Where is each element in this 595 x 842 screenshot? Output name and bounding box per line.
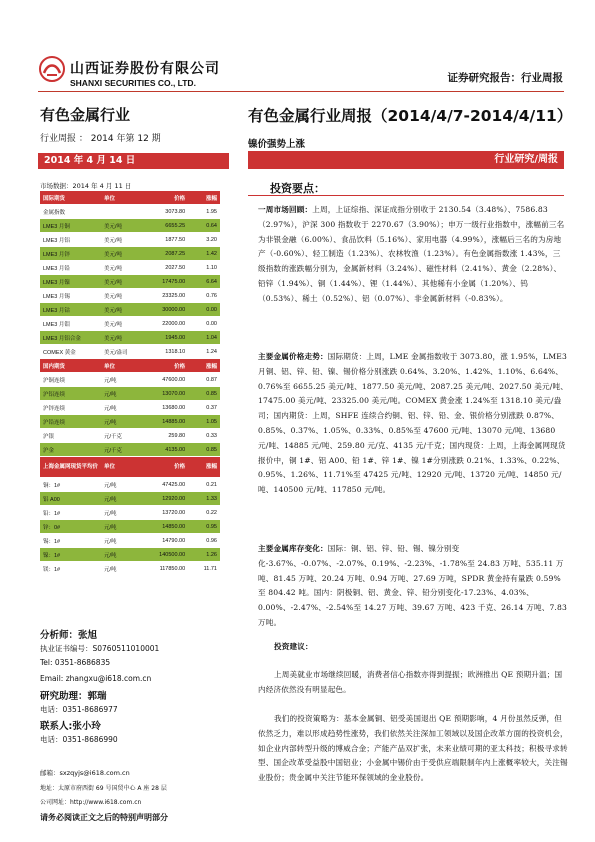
category-bar: 行业研究/周报 <box>248 151 564 169</box>
table-row <box>40 534 220 548</box>
table-header-row <box>40 359 220 373</box>
inventory-paragraph <box>258 542 568 631</box>
table-header-cell: 价格 <box>142 191 188 205</box>
table-cell: 美元/吨 <box>101 247 142 261</box>
table-cell: 0.87 <box>188 373 220 387</box>
table-row <box>40 506 220 520</box>
table-header-cell: 上海金属网现货平均价 <box>40 457 101 478</box>
table-cell: 117850.00 <box>142 562 188 576</box>
table-cell: 0.76 <box>188 289 220 303</box>
table-cell: 美元/吨 <box>101 275 142 289</box>
table-cell: 2027.50 <box>142 261 188 275</box>
table-row <box>40 345 220 359</box>
table-cell: 0.85 <box>188 443 220 457</box>
table-row <box>40 247 220 261</box>
table-cell: 美元/吨 <box>101 331 142 345</box>
contact-title: 联系人: <box>40 721 73 732</box>
contact-email: 邮箱：sxzqyjs@i618.com.cn <box>40 769 130 777</box>
table-cell: 6.64 <box>188 275 220 289</box>
table-cell: 1.33 <box>188 492 220 506</box>
table-header-cell: 单位 <box>101 457 142 478</box>
report-title: 有色金属行业周报（2014/4/7-2014/4/11） <box>248 107 573 125</box>
table-cell: LME3 月钼 <box>40 317 101 331</box>
table-cell: 17475.00 <box>142 275 188 289</box>
table-cell: LME3 月锌 <box>40 247 101 261</box>
logo-icon <box>38 55 66 83</box>
table-cell: 金属指数 <box>40 205 101 219</box>
analyst-tel: Tel: 0351-8686835 <box>40 658 111 667</box>
table-cell: LME3 月铜 <box>40 219 101 233</box>
market-review-label: 一周市场回顾： <box>258 205 313 214</box>
table-header-cell: 价格 <box>142 359 188 373</box>
market-review-paragraph <box>258 203 568 307</box>
table-cell: 14885.00 <box>142 415 188 429</box>
table-cell: 3073.80 <box>142 205 188 219</box>
table-cell: 0.96 <box>188 534 220 548</box>
table-row <box>40 429 220 443</box>
report-subtitle: 镍价强势上涨 <box>248 139 306 150</box>
table-cell: 259.80 <box>142 429 188 443</box>
table-cell: 美元/吨 <box>101 303 142 317</box>
table-cell: 0.64 <box>188 219 220 233</box>
table-cell: 元/吨 <box>101 387 142 401</box>
key-points-title: 投资要点： <box>270 182 325 195</box>
table-cell: 14790.00 <box>142 534 188 548</box>
table-cell: 30000.00 <box>142 303 188 317</box>
table-cell: 0.85 <box>188 387 220 401</box>
table-cell: 6655.25 <box>142 219 188 233</box>
investment-advice-label: 投资建议： <box>274 642 313 651</box>
table-cell: 23325.00 <box>142 289 188 303</box>
table-cell: 13720.00 <box>142 506 188 520</box>
table-cell: 沪铜连续 <box>40 373 101 387</box>
address: 地址：太原市府西街 69 号国贸中心 A 座 28 层 <box>40 785 167 792</box>
table-cell: 元/吨 <box>101 492 142 506</box>
price-trend-label: 主要金属价格走势： <box>258 352 328 361</box>
table-header-cell: 单位 <box>101 359 142 373</box>
table-cell: 镍：1# <box>40 548 101 562</box>
table-cell: 0.00 <box>188 317 220 331</box>
table-row <box>40 478 220 492</box>
table-cell: 元/吨 <box>101 562 142 576</box>
contact-name: 张小玲 <box>72 721 101 732</box>
table-cell: 沪金 <box>40 443 101 457</box>
table-row <box>40 317 220 331</box>
table-cell: 铝 A00 <box>40 492 101 506</box>
table-row <box>40 275 220 289</box>
assistant-heading <box>40 688 107 702</box>
table-cell: 镁：1# <box>40 562 101 576</box>
table-row <box>40 387 220 401</box>
table-cell: 元/吨 <box>101 415 142 429</box>
table-row <box>40 443 220 457</box>
table-cell: LME3 月铝 <box>40 233 101 247</box>
table-cell: 0.95 <box>188 520 220 534</box>
investment-advice-p2: 我们的投资策略为：基本金属铜、铝受美国退出 QE 预期影响，4 月份虽然反弹，但依然乏力，难以形成趋势性涨势，我们依然关注深加工领域以及国企改革方面的投资机会，如企业内部转型升级的博威合金；产能产品双扩张，未来业绩可期的亚太科技；积极寻求转型、国企改革受益股中国铝业；小金属中锡价由于受供应端限制年内上涨概率较大，关注锡业股份；贵金属中关注节能环保领域的金业股份。 <box>258 714 568 783</box>
table-cell: 元/千克 <box>101 429 142 443</box>
table-row <box>40 331 220 345</box>
price-trend-text: 国际期货：上周，LME 金属指数收于 3073.80，涨 1.95%，LME3 月铜、铝、锌、铅、镍、锡价格分别涨跌 0.64%、3.20%、1.42%、1.10%、6.64%、0.76%至 6655.25 美元/吨、1877.50 美元/吨、2087.25 美元/吨、2027.50 美元/吨、17475.00 美元/吨、23325.00 美元/吨。COMEX 黄金涨 1.24%至 1318.10 美元/盎司；国内期货：上周，SHFE 连续合约铜、铝、锌、铅、金、银价格分别涨跌 0.87%、0.85%、0.37%、1.05%、0.33%、0.85%至 47600 元/吨、13070 元/吨、13680 元/吨、14885 元/吨、259.80 元/克、4135 元/千克；国内现货：上周，上海金属网现货报价中，铜 1#、铝 A00、铅 1#、锌 1#、镍 1#分别涨跌 0.21%、1.33%、0.22%、0.95%、1.26%、11.71%至 47425 元/吨、12920 元/吨、13720 元/吨、14850 元/吨、140500 元/吨、117850 元/吨。 <box>258 352 568 495</box>
table-cell <box>101 205 142 219</box>
assistant-title: 研究助理： <box>40 691 88 702</box>
market-review-text: 上周，上证综指、深证成指分别收于 2130.54（3.48%）、7586.83（2.97%），沪深 300 指数收于 2270.67（3.90%）；申万一级行业指数中，涨幅前三名为非银金融（6.00%）、食品饮料（5.16%）、家用电器（4.99%），涨幅后三名的为房地产（-0.60%）、轻工制造（1.23%）、农林牧渔（1.23%）。有色金属指数涨 1.43%，三级指数的涨跌幅分别为，金属新材料（3.24%）、磁性材料（2.41%）、黄金（2.28%）、铅锌（1.94%）、铜（1.44%）、锂（1.44%）、其他稀有小金属（1.20%）、钨（0.53%）、稀土（0.52%）、铝（0.07%）、非金属新材料（-0.83%）。 <box>258 205 565 303</box>
table-cell: 元/吨 <box>101 548 142 562</box>
table-row <box>40 205 220 219</box>
key-points-divider <box>248 195 564 196</box>
table-cell: 美元/吨 <box>101 261 142 275</box>
table-cell: 47425.00 <box>142 478 188 492</box>
investment-advice-p1: 上周美就业市场继续回暖，消费者信心指数亦得到提振；欧洲推出 QE 预期升温；国内经济依然没有明显起色。 <box>258 670 563 694</box>
contact-heading <box>40 718 101 732</box>
website: 公司网址：http://www.i618.com.cn <box>40 799 142 806</box>
table-cell: 22000.00 <box>142 317 188 331</box>
inventory-label: 主要金属库存变化： <box>258 544 328 553</box>
table-header-cell: 涨幅 <box>188 191 220 205</box>
table-row <box>40 219 220 233</box>
table-row <box>40 520 220 534</box>
contact-tel: 电话：0351-8686990 <box>40 735 118 744</box>
table-row <box>40 233 220 247</box>
table-cell: 元/吨 <box>101 534 142 548</box>
report-type: 证券研究报告：行业周报 <box>447 72 563 84</box>
table-cell: 元/吨 <box>101 520 142 534</box>
disclaimer-note: 请务必阅读正文之后的特别声明部分 <box>40 813 168 822</box>
table-row <box>40 415 220 429</box>
table-cell: 美元/吨 <box>101 289 142 303</box>
table-row <box>40 548 220 562</box>
table-header-cell: 涨幅 <box>188 359 220 373</box>
table-header-cell: 涨幅 <box>188 457 220 478</box>
analyst-email: Email: zhangxu@i618.com.cn <box>40 674 152 683</box>
table-row <box>40 492 220 506</box>
table-header-cell: 价格 <box>142 457 188 478</box>
table-cell: 2087.25 <box>142 247 188 261</box>
table-header-cell: 单位 <box>101 191 142 205</box>
table-cell: 0.00 <box>188 303 220 317</box>
table-cell: 沪铅连续 <box>40 415 101 429</box>
cert-number: 执业证书编号：S0760511010001 <box>40 644 160 653</box>
table-cell: COMEX 黄金 <box>40 345 101 359</box>
table-row <box>40 289 220 303</box>
table-cell: LME3 月钴 <box>40 303 101 317</box>
table-cell: 4135.00 <box>142 443 188 457</box>
table-cell: 美元/吨 <box>101 219 142 233</box>
table-cell: 0.22 <box>188 506 220 520</box>
table-cell: LME3 月锡 <box>40 289 101 303</box>
table-cell: 1.10 <box>188 261 220 275</box>
table-cell: 1877.50 <box>142 233 188 247</box>
analyst-name: 张旭 <box>78 630 98 641</box>
assistant-tel: 电话：0351-8686977 <box>40 705 118 714</box>
table-cell: 11.71 <box>188 562 220 576</box>
company-name-cn: 山西证券股份有限公司 <box>70 61 220 77</box>
table-cell: 1.95 <box>188 205 220 219</box>
assistant-name: 郭瑞 <box>87 691 107 702</box>
table-cell: 1945.00 <box>142 331 188 345</box>
industry-title: 有色金属行业 <box>40 106 131 124</box>
market-data-table <box>40 191 220 576</box>
table-cell: 1.24 <box>188 345 220 359</box>
table-cell: 3.20 <box>188 233 220 247</box>
table-header-row <box>40 191 220 205</box>
table-cell: 47600.00 <box>142 373 188 387</box>
table-cell: 元/吨 <box>101 401 142 415</box>
analyst-title: 分析师： <box>40 630 79 641</box>
table-cell: 沪铝连续 <box>40 387 101 401</box>
table-cell: 元/吨 <box>101 373 142 387</box>
table-cell: 140500.00 <box>142 548 188 562</box>
table-cell: 沪银 <box>40 429 101 443</box>
table-cell: 美元/吨 <box>101 317 142 331</box>
table-cell: 锌：0# <box>40 520 101 534</box>
issue-number: 行业周报 ： 2014 年第 12 期 <box>40 134 161 144</box>
company-name-en: SHANXI SECURITIES CO., LTD. <box>70 78 196 88</box>
table-cell: 0.37 <box>188 401 220 415</box>
table-cell: 1.04 <box>188 331 220 345</box>
table-cell: 1.42 <box>188 247 220 261</box>
table-cell: 美元/盎司 <box>101 345 142 359</box>
table-row <box>40 261 220 275</box>
table-header-cell: 国内期货 <box>40 359 101 373</box>
table-cell: 元/吨 <box>101 506 142 520</box>
inventory-text: 国际：铜、铝、锌、铅、锡、镍分别变化-3.67%、-0.07%、-2.07%、0.19%、-2.23%、-1.78%至 24.83 万吨、535.11 万吨、81.45 万吨、20.24 万吨、0.94 万吨、27.69 万吨，SPDR 黄金持有量跌 0.59%至 804.42 吨。国内：阴极铜、铝、黄金、锌、铅分别变化-17.23%、4.03%、0.00%、-2.47%、-2.54%至 14.27 万吨、39.67 万吨、423 千克、26.14 万吨、7.83 万吨。 <box>258 544 567 627</box>
table-cell: 1318.10 <box>142 345 188 359</box>
table-cell: 0.33 <box>188 429 220 443</box>
table-cell: LME3 月铝合金 <box>40 331 101 345</box>
investment-advice-heading <box>258 640 568 655</box>
table-cell: 13680.00 <box>142 401 188 415</box>
header-divider <box>38 91 564 92</box>
table-header-row <box>40 457 220 478</box>
table-cell: 1.05 <box>188 415 220 429</box>
table-row <box>40 303 220 317</box>
table-cell: 元/吨 <box>101 478 142 492</box>
table-cell: 元/千克 <box>101 443 142 457</box>
market-data-label: 市场数据：2014 年 4 月 11 日 <box>40 182 132 190</box>
table-cell: 铜：1# <box>40 478 101 492</box>
price-trend-paragraph <box>258 350 568 498</box>
table-header-cell: 国际期货 <box>40 191 101 205</box>
table-cell: 14850.00 <box>142 520 188 534</box>
table-cell: 1.26 <box>188 548 220 562</box>
table-row <box>40 562 220 576</box>
table-cell: 13070.00 <box>142 387 188 401</box>
table-cell: 12920.00 <box>142 492 188 506</box>
table-row <box>40 401 220 415</box>
table-cell: 铅：1# <box>40 506 101 520</box>
table-cell: LME3 月铅 <box>40 261 101 275</box>
table-cell: 美元/吨 <box>101 233 142 247</box>
table-cell: 0.21 <box>188 478 220 492</box>
table-cell: LME3 月镍 <box>40 275 101 289</box>
analyst-heading <box>40 627 97 641</box>
table-row <box>40 373 220 387</box>
report-date: 2014 年 4 月 14 日 <box>38 153 229 169</box>
table-cell: 沪锌连续 <box>40 401 101 415</box>
table-cell: 锡：1# <box>40 534 101 548</box>
